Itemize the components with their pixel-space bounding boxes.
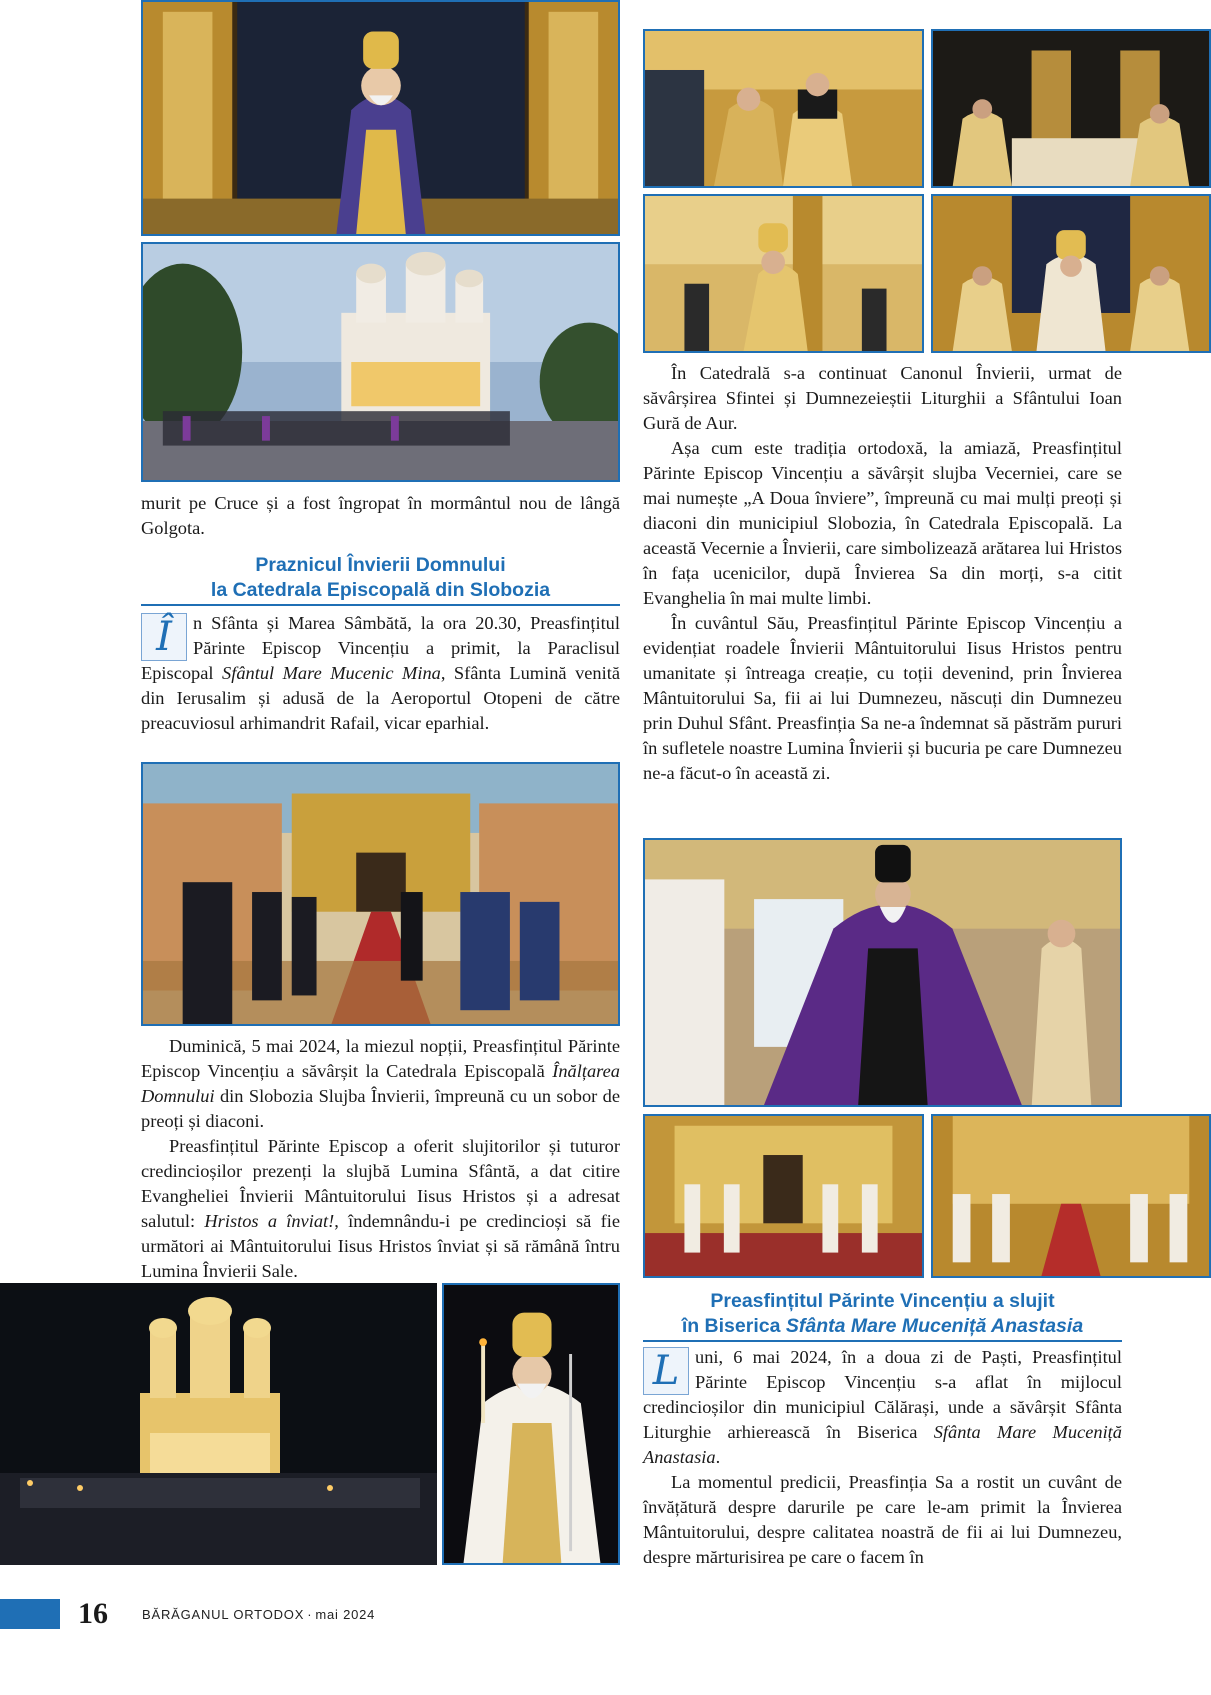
heading-praznic-line2: la Catedrala Episcopală din Slobozia <box>210 579 551 601</box>
left-text-block2 <box>141 1034 620 1284</box>
heading-praznic <box>141 553 620 603</box>
paragraph-monday: L uni, 6 mai 2024, în a doua zi de Paști, Preasfințitul Părinte Episcop Vincențiu s-a aflat în mijlocul credincioșilor din municipiul Călărași, unde a săvârșit Sfânta Liturghie arhierească în Biserica Sfânta Mare Muceniță Anastasia. <box>643 1347 1122 1467</box>
left-text-continuation <box>141 491 620 541</box>
publication-name: BĂRĂGANUL ORTODOX <box>142 1607 305 1622</box>
footer-separator: · <box>307 1607 313 1622</box>
heading-underline <box>141 604 620 606</box>
photo-liturgy-1 <box>643 29 924 188</box>
photo-anastasia-2 <box>931 1114 1211 1278</box>
left-text-block1 <box>141 611 620 736</box>
photo-liturgy-4 <box>931 194 1211 353</box>
paragraph-light: Preasfințitul Părinte Episcop a oferit slujitorilor și tuturor credincioșilor prezenți la slujbă Lumina Sfântă, a dat citire Evangheliei Învierii Mântuitorului Iisus Hristos și a adresat salutul: Hristos a înviat!, îndemnându-i pe credincioși să fie următori ai Mântuitorului Iisus Hristos înviat și să rămână întru Lumina Învierii Sale. <box>141 1136 620 1281</box>
right-text-block2 <box>643 1345 1122 1570</box>
paragraph-sunday: Duminică, 5 mai 2024, la miezul nopții, Preasfințitul Părinte Episcop Vincențiu a săvârșit la Catedrala Episcopală Înălțarea Domnului din Slobozia Slujba Învierii, împreună cu un sobor de preoți și diaconi. <box>141 1036 620 1131</box>
photo-bishop-mantle <box>643 838 1122 1107</box>
paragraph-sermon: În cuvântul Său, Preasfințitul Părinte Episcop Vincențiu a evidențiat roadele Învierii Mântuitorului Iisus Hristos pentru umanitate și întreaga creație, cu toții devenind, prin Învierea Mântuitorului Sa, fii ai lui Dumnezeu, născuți din Dumnezeu prin Duhul Sfânt. Preasfinția Sa ne-a îndemnat să păstrăm pururi în sufletele noastre Lumina Învierii și bucuria pe care Dumnezeu ne-a făcut-o în această zi. <box>643 613 1122 783</box>
issue-date: mai 2024 <box>315 1607 376 1622</box>
photo-anastasia-1 <box>643 1114 924 1278</box>
right-text-block1 <box>643 361 1122 786</box>
paragraph-saturday: Î n Sfânta și Marea Sâmbătă, la ora 20.30, Preasfințitul Părinte Episcop Vincențiu a primit, la Paraclisul Episcopal Sfântul Mare Mucenic Mina, Sfânta Lumină venită din Ierusalim și adusă de la Aeroportul Otopeni de către preacuviosul arhimandrit Rafail, vicar eparhial. <box>141 613 620 733</box>
photo-cathedral-dusk <box>141 242 620 482</box>
photo-liturgy-2 <box>931 29 1211 188</box>
heading-praznic-line1: Praznicul Învierii Domnului <box>255 554 506 576</box>
paragraph-vespers: Așa cum este tradiția ortodoxă, la amiază, Preasfințitul Părinte Episcop Vincențiu a săvârșit slujba Vecerniei, care se mai numește „A Doua înviere”, împreună cu mai mulți preoți și diaconi din municipiul Slobozia, în Catedrala Episcopală. La această Vecernie a Învierii, care simbolizează arătarea lui Hristos în fața ucenicilor, după Învierea Sa din morți, s-a citit Evanghelia în mai multe limbi. <box>643 438 1122 608</box>
heading-anastasia <box>643 1289 1122 1339</box>
photo-paraclis-interior <box>141 762 620 1026</box>
photo-bishop-candle <box>442 1283 620 1565</box>
paragraph-canon: În Catedrală s-a continuat Canonul Învierii, urmat de săvârșirea Sfintei și Dumnezeieștii Liturghii a Sfântului Ioan Gură de Aur. <box>643 363 1122 433</box>
dropcap-letter: L <box>643 1347 689 1395</box>
heading-anastasia-line1: Preasfințitul Părinte Vincențiu a slujit <box>710 1290 1055 1312</box>
photo-liturgy-3 <box>643 194 924 353</box>
dropcap-letter: Î <box>141 613 187 661</box>
footer-accent-bar <box>0 1599 60 1629</box>
heading-underline <box>643 1340 1122 1342</box>
footer-publication <box>142 1607 375 1622</box>
heading-anastasia-line2: în Biserica Sfânta Mare Muceniță Anastasia <box>681 1315 1084 1337</box>
paragraph-continuation: murit pe Cruce și a fost îngropat în mormântul nou de lângă Golgota. <box>141 493 620 538</box>
photo-bishop-altar <box>141 0 620 236</box>
photo-cathedral-night <box>0 1283 437 1565</box>
page-number: 16 <box>78 1597 108 1630</box>
paragraph-predica: La momentul predicii, Preasfinția Sa a rostit un cuvânt de învățătură despre darurile pe care le-am primit la Învierea Mântuitorului, despre calitatea noastră de fii ai lui Dumnezeu, despre mărturisirea pe care o facem în <box>643 1472 1122 1567</box>
